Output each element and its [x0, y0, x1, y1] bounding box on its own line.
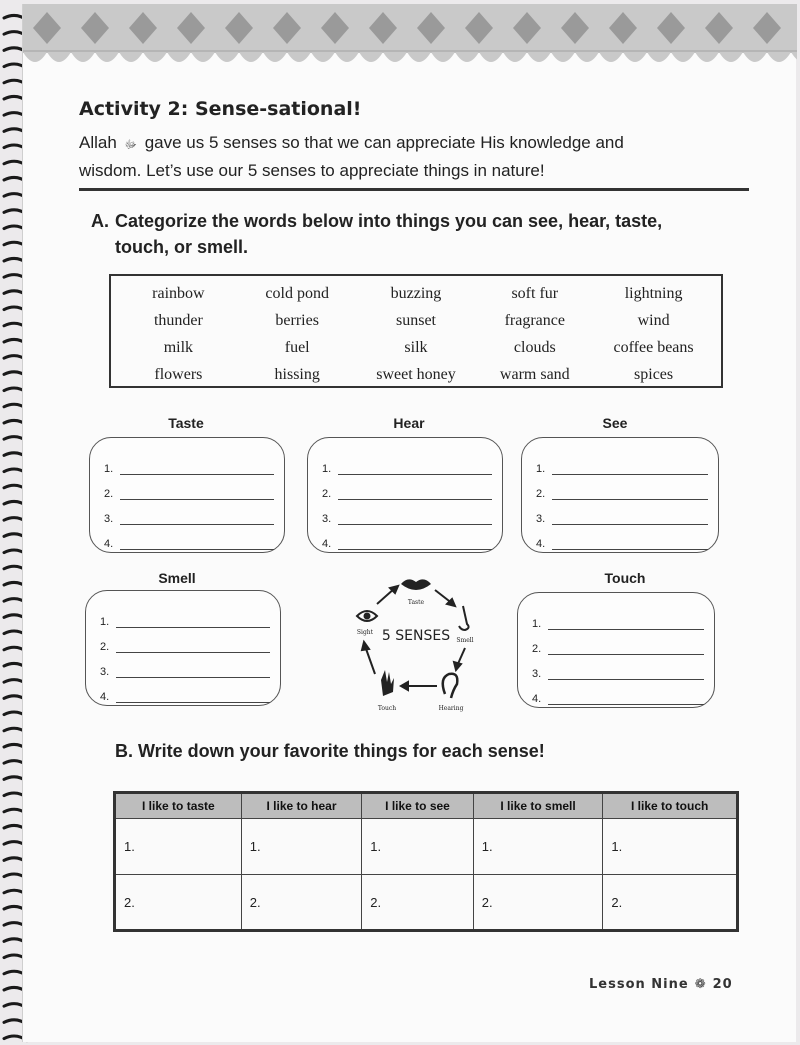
favorites-header-cell: I like to see	[362, 793, 473, 819]
answer-blank[interactable]	[552, 461, 708, 475]
favorites-answer-cell[interactable]: 2.	[473, 875, 603, 931]
answer-number: 4.	[100, 691, 110, 703]
word-bank-item: thunder	[153, 311, 203, 329]
favorites-answer-cell[interactable]: 1.	[241, 819, 362, 875]
section-divider	[79, 188, 749, 191]
hand-icon	[381, 670, 394, 696]
table-row	[115, 875, 738, 931]
answer-blank[interactable]	[338, 536, 492, 550]
answer-number: 2.	[100, 641, 110, 653]
word-bank-item: soft fur	[511, 284, 559, 302]
word-bank-item: milk	[163, 338, 194, 356]
banner-scallop-motif	[647, 52, 695, 62]
word-bank-item: warm sand	[499, 365, 570, 383]
favorites-answer-cell[interactable]: 2.	[241, 875, 362, 931]
hear-answer-line[interactable]	[322, 475, 502, 500]
word-bank-item: sunset	[395, 311, 436, 329]
word-bank	[109, 274, 723, 388]
banner-scallop-motif	[215, 52, 263, 62]
table-row	[115, 819, 738, 875]
section-a-line1: Categorize the words below into things you can see, hear, taste,	[115, 211, 663, 231]
taste-label: Taste	[168, 415, 204, 431]
page-footer	[589, 977, 733, 992]
favorites-header-cell: I like to hear	[241, 793, 362, 819]
nose-icon	[459, 606, 469, 630]
touch-label: Touch	[604, 570, 646, 586]
activity-title: Activity 2: Sense-sational!	[79, 98, 362, 120]
eye-icon	[357, 611, 377, 621]
answer-blank[interactable]	[338, 461, 492, 475]
answer-number: 1.	[100, 616, 110, 628]
word-bank-item: hissing	[274, 365, 320, 383]
answer-number: 2.	[104, 488, 114, 500]
answer-number: 3.	[322, 513, 332, 525]
taste-box	[89, 437, 285, 553]
see-answer-line[interactable]	[536, 500, 718, 525]
answer-blank[interactable]	[548, 616, 704, 630]
word-bank-item: clouds	[513, 338, 556, 356]
favorites-answer-cell[interactable]: 1.	[115, 819, 242, 875]
answer-number: 2.	[536, 488, 546, 500]
taste-answer-line[interactable]	[104, 475, 284, 500]
banner-scallop-motif	[551, 52, 599, 62]
section-a-letter: A.	[91, 211, 109, 231]
answer-number: 1.	[104, 463, 114, 475]
banner-scallop-motif	[71, 52, 119, 62]
banner-scallop-motif	[263, 52, 311, 62]
smell-answer-line[interactable]	[100, 628, 280, 653]
banner-scallop-motif	[167, 52, 215, 62]
answer-number: 1.	[322, 463, 332, 475]
favorites-header-cell: I like to smell	[473, 793, 603, 819]
see-answer-line[interactable]	[536, 450, 718, 475]
smell-answer-line[interactable]	[100, 653, 280, 678]
answer-blank[interactable]	[338, 511, 492, 525]
see-answer-line[interactable]	[536, 525, 718, 550]
favorites-answer-cell[interactable]: 2.	[362, 875, 473, 931]
answer-number: 4.	[322, 538, 332, 550]
hear-answer-line[interactable]	[322, 525, 502, 550]
answer-number: 4.	[536, 538, 546, 550]
banner-scallop-motif	[455, 52, 503, 62]
decorative-banner	[23, 4, 797, 80]
cycle-smell-label: Smell	[456, 637, 474, 644]
favorites-answer-cell[interactable]: 1.	[603, 819, 738, 875]
answer-blank[interactable]	[338, 486, 492, 500]
answer-blank[interactable]	[120, 461, 274, 475]
taste-answer-line[interactable]	[104, 525, 284, 550]
word-bank-item: lightning	[624, 284, 683, 302]
word-bank-item: fuel	[284, 338, 310, 356]
cycle-sight-label: Sight	[356, 629, 374, 636]
smell-answer-line[interactable]	[100, 603, 280, 628]
answer-blank[interactable]	[548, 691, 704, 705]
cycle-taste-label: Taste	[407, 599, 425, 606]
see-answer-line[interactable]	[536, 475, 718, 500]
favorites-answer-cell[interactable]: 2.	[603, 875, 738, 931]
answer-number: 3.	[532, 668, 542, 680]
word-bank-item: spices	[634, 365, 674, 383]
answer-blank[interactable]	[120, 536, 274, 550]
banner-scallop-motif	[503, 52, 551, 62]
favorites-table	[113, 791, 739, 932]
hear-label: Hear	[393, 415, 425, 431]
section-a-instructions	[91, 208, 731, 260]
answer-number: 1.	[536, 463, 546, 475]
touch-box	[517, 592, 715, 708]
answer-number: 2.	[322, 488, 332, 500]
taste-answer-line[interactable]	[104, 450, 284, 475]
answer-blank[interactable]	[552, 486, 708, 500]
answer-number: 3.	[100, 666, 110, 678]
answer-number: 1.	[532, 618, 542, 630]
favorites-header-row	[115, 793, 738, 819]
banner-scallop-motif	[311, 52, 359, 62]
smell-box	[85, 590, 281, 706]
answer-number: 4.	[104, 538, 114, 550]
cycle-touch-label: Touch	[377, 705, 397, 712]
taste-answer-line[interactable]	[104, 500, 284, 525]
hear-box	[307, 437, 503, 553]
answer-blank[interactable]	[116, 639, 270, 653]
word-bank-item: wind	[637, 311, 670, 329]
ear-icon	[443, 674, 458, 698]
touch-answer-line[interactable]	[532, 630, 714, 655]
answer-blank[interactable]	[116, 614, 270, 628]
section-a-line2: touch, or smell.	[115, 237, 249, 257]
word-bank-item: fragrance	[504, 311, 565, 329]
page-number: 20	[712, 977, 733, 992]
five-senses-cycle-diagram	[341, 574, 491, 714]
lips-icon	[401, 579, 431, 590]
banner-scallop-motif	[23, 52, 71, 62]
banner-scallop-motif	[695, 52, 743, 62]
see-label: See	[602, 415, 628, 431]
answer-blank[interactable]	[120, 511, 274, 525]
intro-text-2: wisdom. Let’s use our 5 senses to appreciate things in nature!	[79, 161, 545, 180]
answer-blank[interactable]	[548, 666, 704, 680]
touch-answer-line[interactable]	[532, 680, 714, 705]
answer-blank[interactable]	[552, 536, 708, 550]
word-bank-item: buzzing	[390, 284, 442, 302]
answer-number: 4.	[532, 693, 542, 705]
touch-answer-line[interactable]	[532, 655, 714, 680]
cycle-hearing-label: Hearing	[438, 705, 464, 712]
hear-answer-line[interactable]	[322, 500, 502, 525]
word-bank-item: cold pond	[265, 284, 329, 302]
worksheet-page	[22, 4, 796, 1042]
banner-scallop-motif	[119, 52, 167, 62]
cycle-center-text: 5 SENSES	[381, 628, 451, 644]
section-b-title: B. Write down your favorite things for each sense!	[115, 741, 545, 761]
answer-number: 3.	[536, 513, 546, 525]
intro-text-1: gave us 5 senses so that we can appreciate His knowledge and	[144, 133, 624, 152]
intro-allah: Allah	[79, 133, 117, 152]
banner-scallop-motif	[791, 52, 797, 62]
answer-blank[interactable]	[116, 664, 270, 678]
answer-blank[interactable]	[548, 641, 704, 655]
favorites-answer-cell[interactable]: 1.	[473, 819, 603, 875]
activity-intro	[79, 130, 769, 183]
favorites-header-cell: I like to taste	[115, 793, 242, 819]
smell-answer-line[interactable]	[100, 678, 280, 703]
word-bank-item: silk	[404, 338, 428, 356]
honorific-glyph-icon: ﷻ	[124, 139, 137, 151]
word-bank-item: rainbow	[152, 284, 205, 302]
favorites-header-cell: I like to touch	[603, 793, 738, 819]
smell-label: Smell	[158, 570, 196, 586]
word-bank-item: berries	[275, 311, 319, 329]
hear-answer-line[interactable]	[322, 450, 502, 475]
word-bank-item: coffee beans	[613, 338, 694, 356]
answer-blank[interactable]	[120, 486, 274, 500]
word-bank-item: sweet honey	[376, 365, 456, 383]
banner-scallop-motif	[743, 52, 791, 62]
banner-scallop-motif	[359, 52, 407, 62]
lesson-label: Lesson Nine	[589, 977, 689, 992]
touch-answer-line[interactable]	[532, 605, 714, 630]
answer-number: 3.	[104, 513, 114, 525]
snowflake-ornament-icon: ❁	[694, 977, 707, 992]
banner-scallop-motif	[599, 52, 647, 62]
favorites-answer-cell[interactable]: 1.	[362, 819, 473, 875]
word-bank-item: flowers	[154, 365, 203, 383]
answer-number: 2.	[532, 643, 542, 655]
favorites-answer-cell[interactable]: 2.	[115, 875, 242, 931]
banner-scallop-motif	[407, 52, 455, 62]
answer-blank[interactable]	[116, 689, 270, 703]
see-box	[521, 437, 719, 553]
answer-blank[interactable]	[552, 511, 708, 525]
